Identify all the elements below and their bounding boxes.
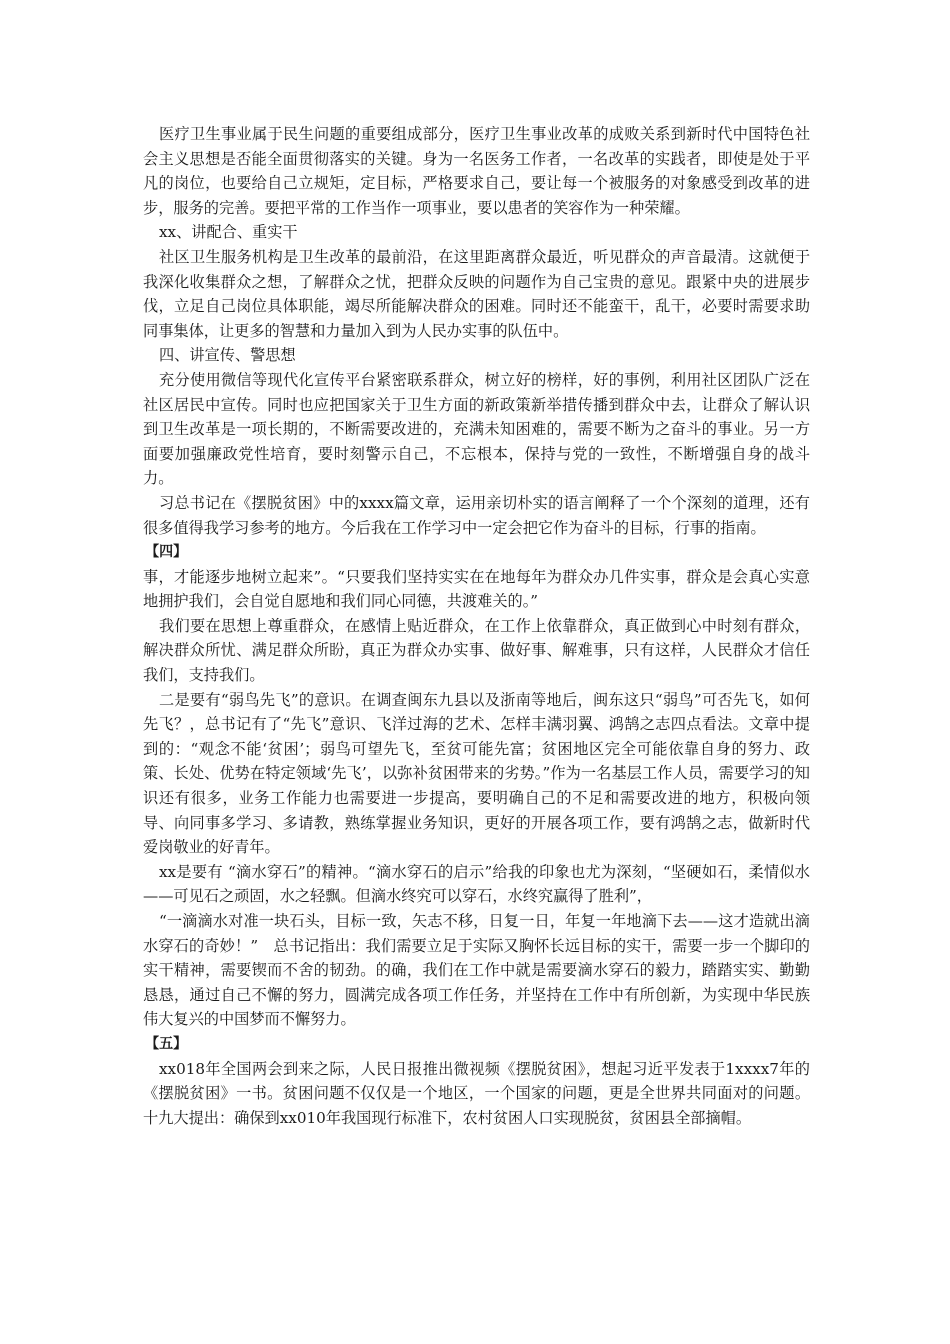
paragraph-respect-masses: 我们要在思想上尊重群众，在感情上贴近群众，在工作上依靠群众，真正做到心中时刻有群众，解决群众所忧、满足群众所盼，真正为群众办实事、做好事、解难事，只有这样，人民群众才信任我们，支持我们。 [143, 616, 810, 685]
part-marker-five: 【五】 [145, 1035, 188, 1052]
paragraph-two-sessions: xx018年全国两会到来之际，人民日报推出微视频《摆脱贫困》，想起习近平发表于1xxxx7年的《摆脱贫困》一书。贫困问题不仅仅是一个地区，一个国家的问题，更是全世界共同面对的问题。十九大提出：确保到xx010年我国现行标准下，农村贫困人口实现脱贫，贫困县全部摘帽。 [143, 1059, 810, 1127]
paragraph-dripping-water-quote: “一滴滴水对准一块石头，目标一致，矢志不移，日复一日，年复一年地滴下去——这才造就出滴水穿石的奇妙！” 总书记指出：我们需要立足于实际又胸怀长远目标的实干，需要一步一个脚印的实干精神，需要锲而不舍的韧劲。的确，我们在工作中就是需要滴水穿石的毅力，踏踏实实、勤勤恳恳，通过自己不懈的努力，圆满完成各项工作任务，并坚持在工作中有所创新，为实现中华民族伟大复兴的中国梦而不懈努力。 [143, 912, 810, 1029]
paragraph-weak-bird: 二是要有“弱鸟先飞”的意识。在调查闽东九县以及浙南等地后，闽东这只“弱鸟”可否先飞，如何先飞？，总书记有了“先飞”意识、飞洋过海的艺术、怎样丰满羽翼、鸿鹄之志四点看法。文章中提到的：“观念不能‘贫困’；弱鸟可望先飞，至贫可能先富；贫困地区完全可能依靠自身的努力、政策、长处、优势在特定领域‘先飞’，以弥补贫困带来的劣势。”作为一名基层工作人员，需要学习的知识还有很多，业务工作能力也需要进一步提高，要明确自己的不足和需要改进的地方，积极向领导、向同事多学习、多请教，熟练掌握业务知识，更好的开展各项工作，要有鸿鹄之志，做新时代爱岗敬业的好青年。 [143, 690, 810, 857]
document-page [143, 122, 810, 1130]
part-marker-four: 【四】 [145, 544, 188, 561]
paragraph-community-health: 社区卫生服务机构是卫生改革的最前沿，在这里距离群众最近，听见群众的声音最清。这就便于我深化收集群众之想，了解群众之忧，把群众反映的问题作为自己宝贵的意见。跟紧中央的进展步伐，立足自己岗位具体职能，竭尽所能解决群众的困难。同时还不能蛮干，乱干，必要时需要求助同事集体，让更多的智慧和力量加入到为人民办实事的队伍中。 [143, 247, 810, 340]
paragraph-wechat-publicity: 充分使用微信等现代化宣传平台紧密联系群众，树立好的榜样，好的事例，利用社区团队广泛在社区居民中宣传。同时也应把国家关于卫生方面的新政策新举措传播到群众中去，让群众了解认识到卫生改革是一项长期的，不断需要改进的，充满未知困难的，需要不断为之奋斗的事业。另一方面要加强廉政党性培育，要时刻警示自己，不忘根本，保持与党的一致性，不断增强自身的战斗力。 [143, 370, 810, 488]
section-heading-publicity: 四、讲宣传、警思想 [158, 346, 296, 365]
paragraph-practical-matters: 事，才能逐步地树立起来”。“只要我们坚持实实在在地每年为群众办几件实事，群众是会真心实意地拥护我们，会自觉自愿地和我们同心同德，共渡难关的。” [143, 567, 810, 611]
paragraph-dripping-water: xx是要有 “滴水穿石”的精神。“滴水穿石的启示”给我的印象也尤为深刻，“坚硬如石，柔情似水——可见石之顽固，水之轻飘。但滴水终究可以穿石，水终究赢得了胜利”， [143, 862, 810, 906]
section-heading-cooperation: xx、讲配合、重实干 [158, 223, 298, 242]
paragraph-conclusion: 习总书记在《摆脱贫困》中的xxxx篇文章，运用亲切朴实的语言阐释了一个个深刻的道理，还有很多值得我学习参考的地方。今后我在工作学习中一定会把它作为奋斗的目标，行事的指南。 [143, 493, 810, 537]
paragraph-healthcare-reform: 医疗卫生事业属于民生问题的重要组成部分，医疗卫生事业改革的成败关系到新时代中国特色社会主义思想是否能全面贯彻落实的关键。身为一名医务工作者，一名改革的实践者，即使是处于平凡的岗位，也要给自己立规矩，定目标，严格要求自己，要让每一个被服务的对象感受到改革的进步，服务的完善。要把平常的工作当作一项事业，要以患者的笑容作为一种荣耀。 [143, 125, 810, 217]
